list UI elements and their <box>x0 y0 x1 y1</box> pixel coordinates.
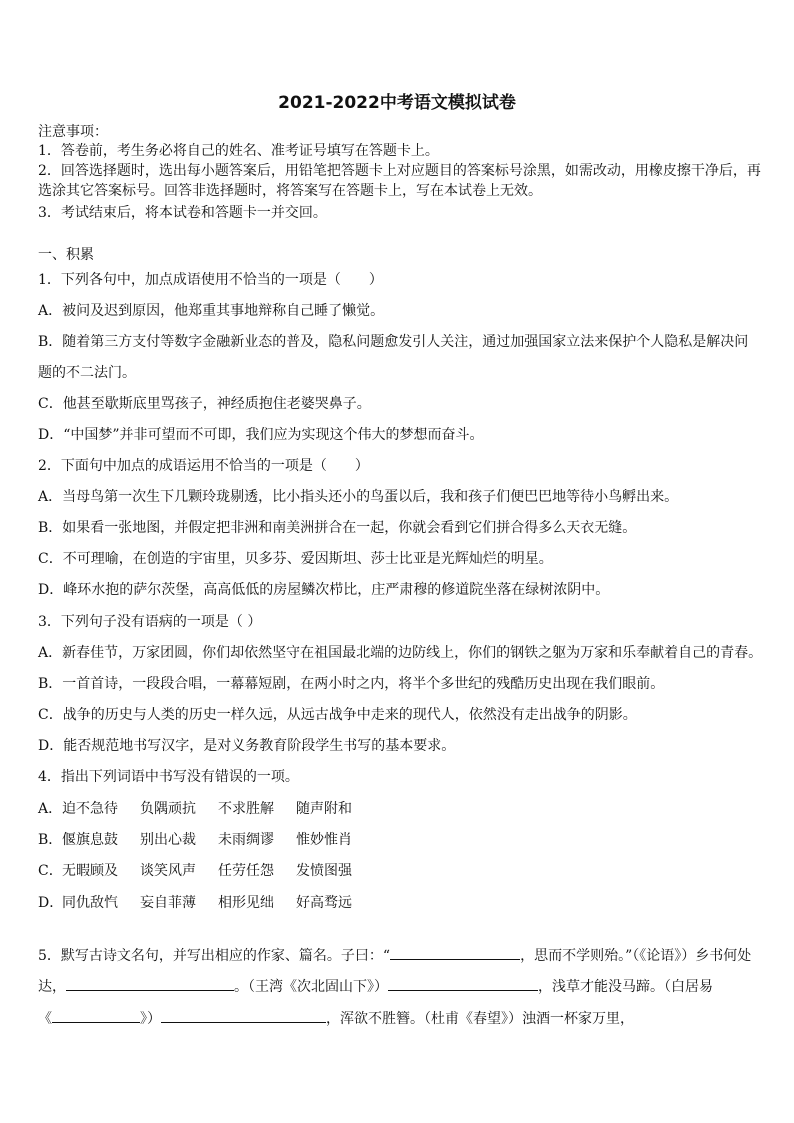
word: 谈笑风声 <box>140 863 196 879</box>
q2-option-d: D．峰环水抱的萨尔茨堡，高高低低的房屋鳞次栉比，庄严肃穆的修道院坐落在绿树浓阴中。 <box>38 582 610 598</box>
notice-heading: 注意事项： <box>38 124 108 140</box>
word: 无暇顾及 <box>62 863 118 879</box>
answer-blank[interactable] <box>66 976 234 991</box>
word: 迫不急待 <box>62 801 118 817</box>
notice-item: 选涂其它答案标号。回答非选择题时，将答案写在答题卡上，写在本试卷上无效。 <box>38 183 542 199</box>
q2-option-b: B．如果看一张地图，并假定把非洲和南美洲拼合在一起，你就会看到它们拼合得多么天衣无缝。 <box>38 520 637 536</box>
notice-item: 1．答卷前，考生务必将自己的姓名、准考证号填写在答题卡上。 <box>38 143 439 159</box>
answer-blank[interactable] <box>161 1008 326 1023</box>
q2-option-c: C．不可理喻，在创造的宇宙里，贝多芬、爱因斯坦、莎士比亚是光辉灿烂的明星。 <box>38 551 553 567</box>
q4-option-c <box>38 861 764 881</box>
word: 不求胜解 <box>218 801 274 817</box>
question-2-stem: 2．下面句中加点的成语运用不恰当的一项是（ ） <box>38 458 369 474</box>
answer-blank[interactable] <box>52 1008 140 1023</box>
q3-option-b: B．一首首诗，一段段合唱，一幕幕短剧，在两小时之内，将半个多世纪的残酷历史出现在我们眼前。 <box>38 676 665 692</box>
question-3-stem: 3．下列句子没有语病的一项是（ ） <box>38 614 262 630</box>
q4-option-a <box>38 799 764 819</box>
answer-blank[interactable] <box>390 945 520 960</box>
q5-text: ，浅草才能没马蹄。（白居易 <box>538 979 713 995</box>
question-5-line-2 <box>38 976 764 997</box>
notice-item: 3．考试结束后，将本试卷和答题卡一并交回。 <box>38 205 327 221</box>
word: 别出心裁 <box>140 832 196 848</box>
q5-text: ，思而不学则殆。”（《论语》）乡书何处 <box>520 948 752 964</box>
answer-blank[interactable] <box>388 976 538 991</box>
word: 偃旗息鼓 <box>62 832 118 848</box>
q5-text: 。（王湾《次北固山下》） <box>234 979 388 995</box>
q3-option-c: C．战争的历史与人类的历史一样久远，从远古战争中走来的现代人，依然没有走出战争的阴影。 <box>38 707 637 723</box>
question-1-stem: 1．下列各句中，加点成语使用不恰当的一项是（ ） <box>38 272 383 288</box>
q4-option-b <box>38 830 764 850</box>
notice-item: 2．回答选择题时，选出每小题答案后，用铅笔把答题卡上对应题目的答案标号涂黑，如需改动，用橡皮擦干净后，再 <box>38 163 761 179</box>
question-5-line-3 <box>38 1008 764 1029</box>
q1-option-b-cont: 题的不二法门。 <box>38 365 136 381</box>
question-4-stem: 4．指出下列词语中书写没有错误的一项。 <box>38 769 299 785</box>
q1-option-a: A．被问及迟到原因，他郑重其事地辩称自己睡了懒觉。 <box>38 303 385 319</box>
option-label: B． <box>38 832 63 848</box>
section-heading: 一、积累 <box>38 247 94 263</box>
q5-text: 5．默写古诗文名句，并写出相应的作家、篇名。子曰：“ <box>38 948 391 964</box>
word: 相形见绌 <box>218 895 274 911</box>
word: 未雨绸谬 <box>218 832 274 848</box>
option-label: C． <box>38 863 63 879</box>
option-label: D． <box>38 895 64 911</box>
word: 好高骛远 <box>296 895 352 911</box>
q4-option-d <box>38 893 764 913</box>
q1-option-b: B．随着第三方支付等数字金融新业态的普及，隐私问题愈发引人关注，通过加强国家立法来保护个人隐私是解决问 <box>38 334 749 350</box>
word: 发愤图强 <box>296 863 352 879</box>
q1-option-c: C．他甚至歇斯底里骂孩子，神经质抱住老婆哭鼻子。 <box>38 396 371 412</box>
q5-text: 达， <box>38 979 66 995</box>
q5-text: ，浑欲不胜簪。（杜甫《春望》）浊酒一杯家万里， <box>326 1011 634 1027</box>
word: 随声附和 <box>296 801 352 817</box>
word: 惟妙惟肖 <box>296 832 352 848</box>
word: 同仇敌忾 <box>62 895 118 911</box>
word: 任劳任怨 <box>218 863 274 879</box>
q2-option-a: A．当母鸟第一次生下几颗玲珑剔透，比小指头还小的鸟蛋以后，我和孩子们便巴巴地等待小鸟孵出来。 <box>38 489 679 505</box>
q3-option-d: D．能否规范地书写汉字，是对义务教育阶段学生书写的基本要求。 <box>38 738 456 754</box>
q5-text: 》） <box>140 1011 161 1027</box>
page-title: 2021-2022中考语文模拟试卷 <box>278 93 516 113</box>
option-label: A． <box>38 801 63 817</box>
word: 妄自菲薄 <box>140 895 196 911</box>
word: 负隅顽抗 <box>140 801 196 817</box>
q1-option-d: D．“中国梦”并非可望而不可即，我们应为实现这个伟大的梦想而奋斗。 <box>38 427 484 443</box>
question-5-line-1 <box>38 945 764 966</box>
q3-option-a: A．新春佳节，万家团圆，你们却依然坚守在祖国最北端的边防线上，你们的钢铁之躯为万家和乐奉献着自己的青春。 <box>38 645 763 661</box>
q5-text: 《 <box>38 1011 52 1027</box>
